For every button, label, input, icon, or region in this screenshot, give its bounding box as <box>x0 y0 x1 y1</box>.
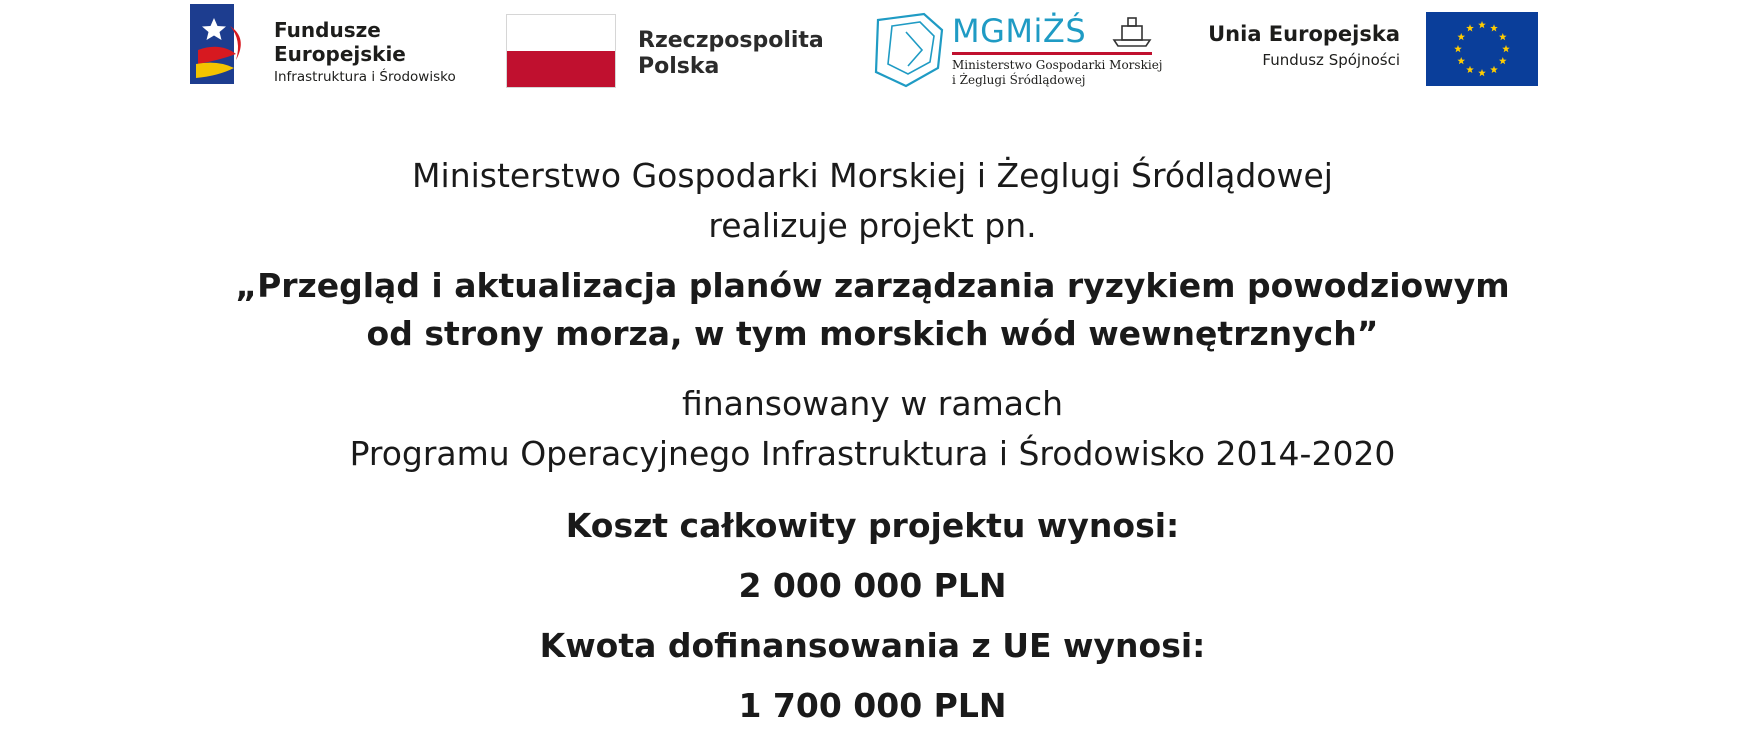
fundusze-europejskie-logo <box>190 4 490 94</box>
eu-funding-value: 1 700 000 PLN <box>738 686 1007 725</box>
ministry-abbreviation: MGMiŻŚ <box>952 12 1087 50</box>
total-cost-value: 2 000 000 PLN <box>738 566 1007 605</box>
rzeczpospolita-polska-logo <box>506 14 836 90</box>
rzeczpospolita-logo-line1: Rzeczpospolita <box>638 28 824 53</box>
eu-star-icon <box>1499 33 1507 40</box>
logo-strip <box>0 0 1745 110</box>
eu-star-icon <box>1478 69 1486 76</box>
eu-star-icon <box>1454 45 1462 52</box>
eu-logo-line1: Unia Europejska <box>1208 22 1400 46</box>
fundusze-europejskie-icon <box>190 4 260 84</box>
eu-star-icon <box>1457 33 1465 40</box>
project-title-line2: od strony morza, w tym morskich wód wewnętrznych” <box>366 314 1379 353</box>
ministry-full-name <box>952 58 1163 88</box>
eu-star-icon <box>1466 24 1474 31</box>
rzeczpospolita-logo-line2: Polska <box>638 54 720 79</box>
eu-star-icon <box>1490 24 1498 31</box>
eu-star-icon <box>1478 21 1486 28</box>
fundusze-logo-line2: Europejskie <box>274 42 406 66</box>
eu-star-icon <box>1499 57 1507 64</box>
intro-line2: realizuje projekt pn. <box>708 206 1037 245</box>
eu-star-icon <box>1502 45 1510 52</box>
ministry-logo <box>872 10 1172 94</box>
eu-star-icon <box>1490 66 1498 73</box>
fundusze-logo-line3: Infrastruktura i Środowisko <box>274 69 456 85</box>
fundusze-logo-line1: Fundusze <box>274 18 381 42</box>
total-cost-label: Koszt całkowity projektu wynosi: <box>565 506 1180 545</box>
project-title-line1: „Przegląd i aktualizacja planów zarządzania ryzykiem powodziowym <box>235 266 1510 305</box>
unia-europejska-logo <box>1198 12 1538 88</box>
ministry-map-icon <box>872 10 948 90</box>
ministry-name-line2: i Żeglugi Śródlądowej <box>952 73 1086 87</box>
ship-icon <box>1112 14 1152 48</box>
ministry-name-line1: Ministerstwo Gospodarki Morskiej <box>952 58 1163 72</box>
intro-line1: Ministerstwo Gospodarki Morskiej i Żeglugi Śródlądowej <box>412 156 1333 195</box>
funding-line2: Programu Operacyjnego Infrastruktura i Środowisko 2014-2020 <box>349 434 1396 473</box>
eu-star-icon <box>1457 57 1465 64</box>
ministry-logo-rule <box>952 52 1152 55</box>
eu-logo-line2: Fundusz Spójności <box>1262 51 1400 69</box>
eu-flag-icon <box>1426 12 1538 86</box>
eu-star-icon <box>1466 66 1474 73</box>
funding-line1: finansowany w ramach <box>681 384 1064 423</box>
eu-funding-label: Kwota dofinansowania z UE wynosi: <box>539 626 1206 665</box>
polish-flag-icon <box>506 14 616 88</box>
